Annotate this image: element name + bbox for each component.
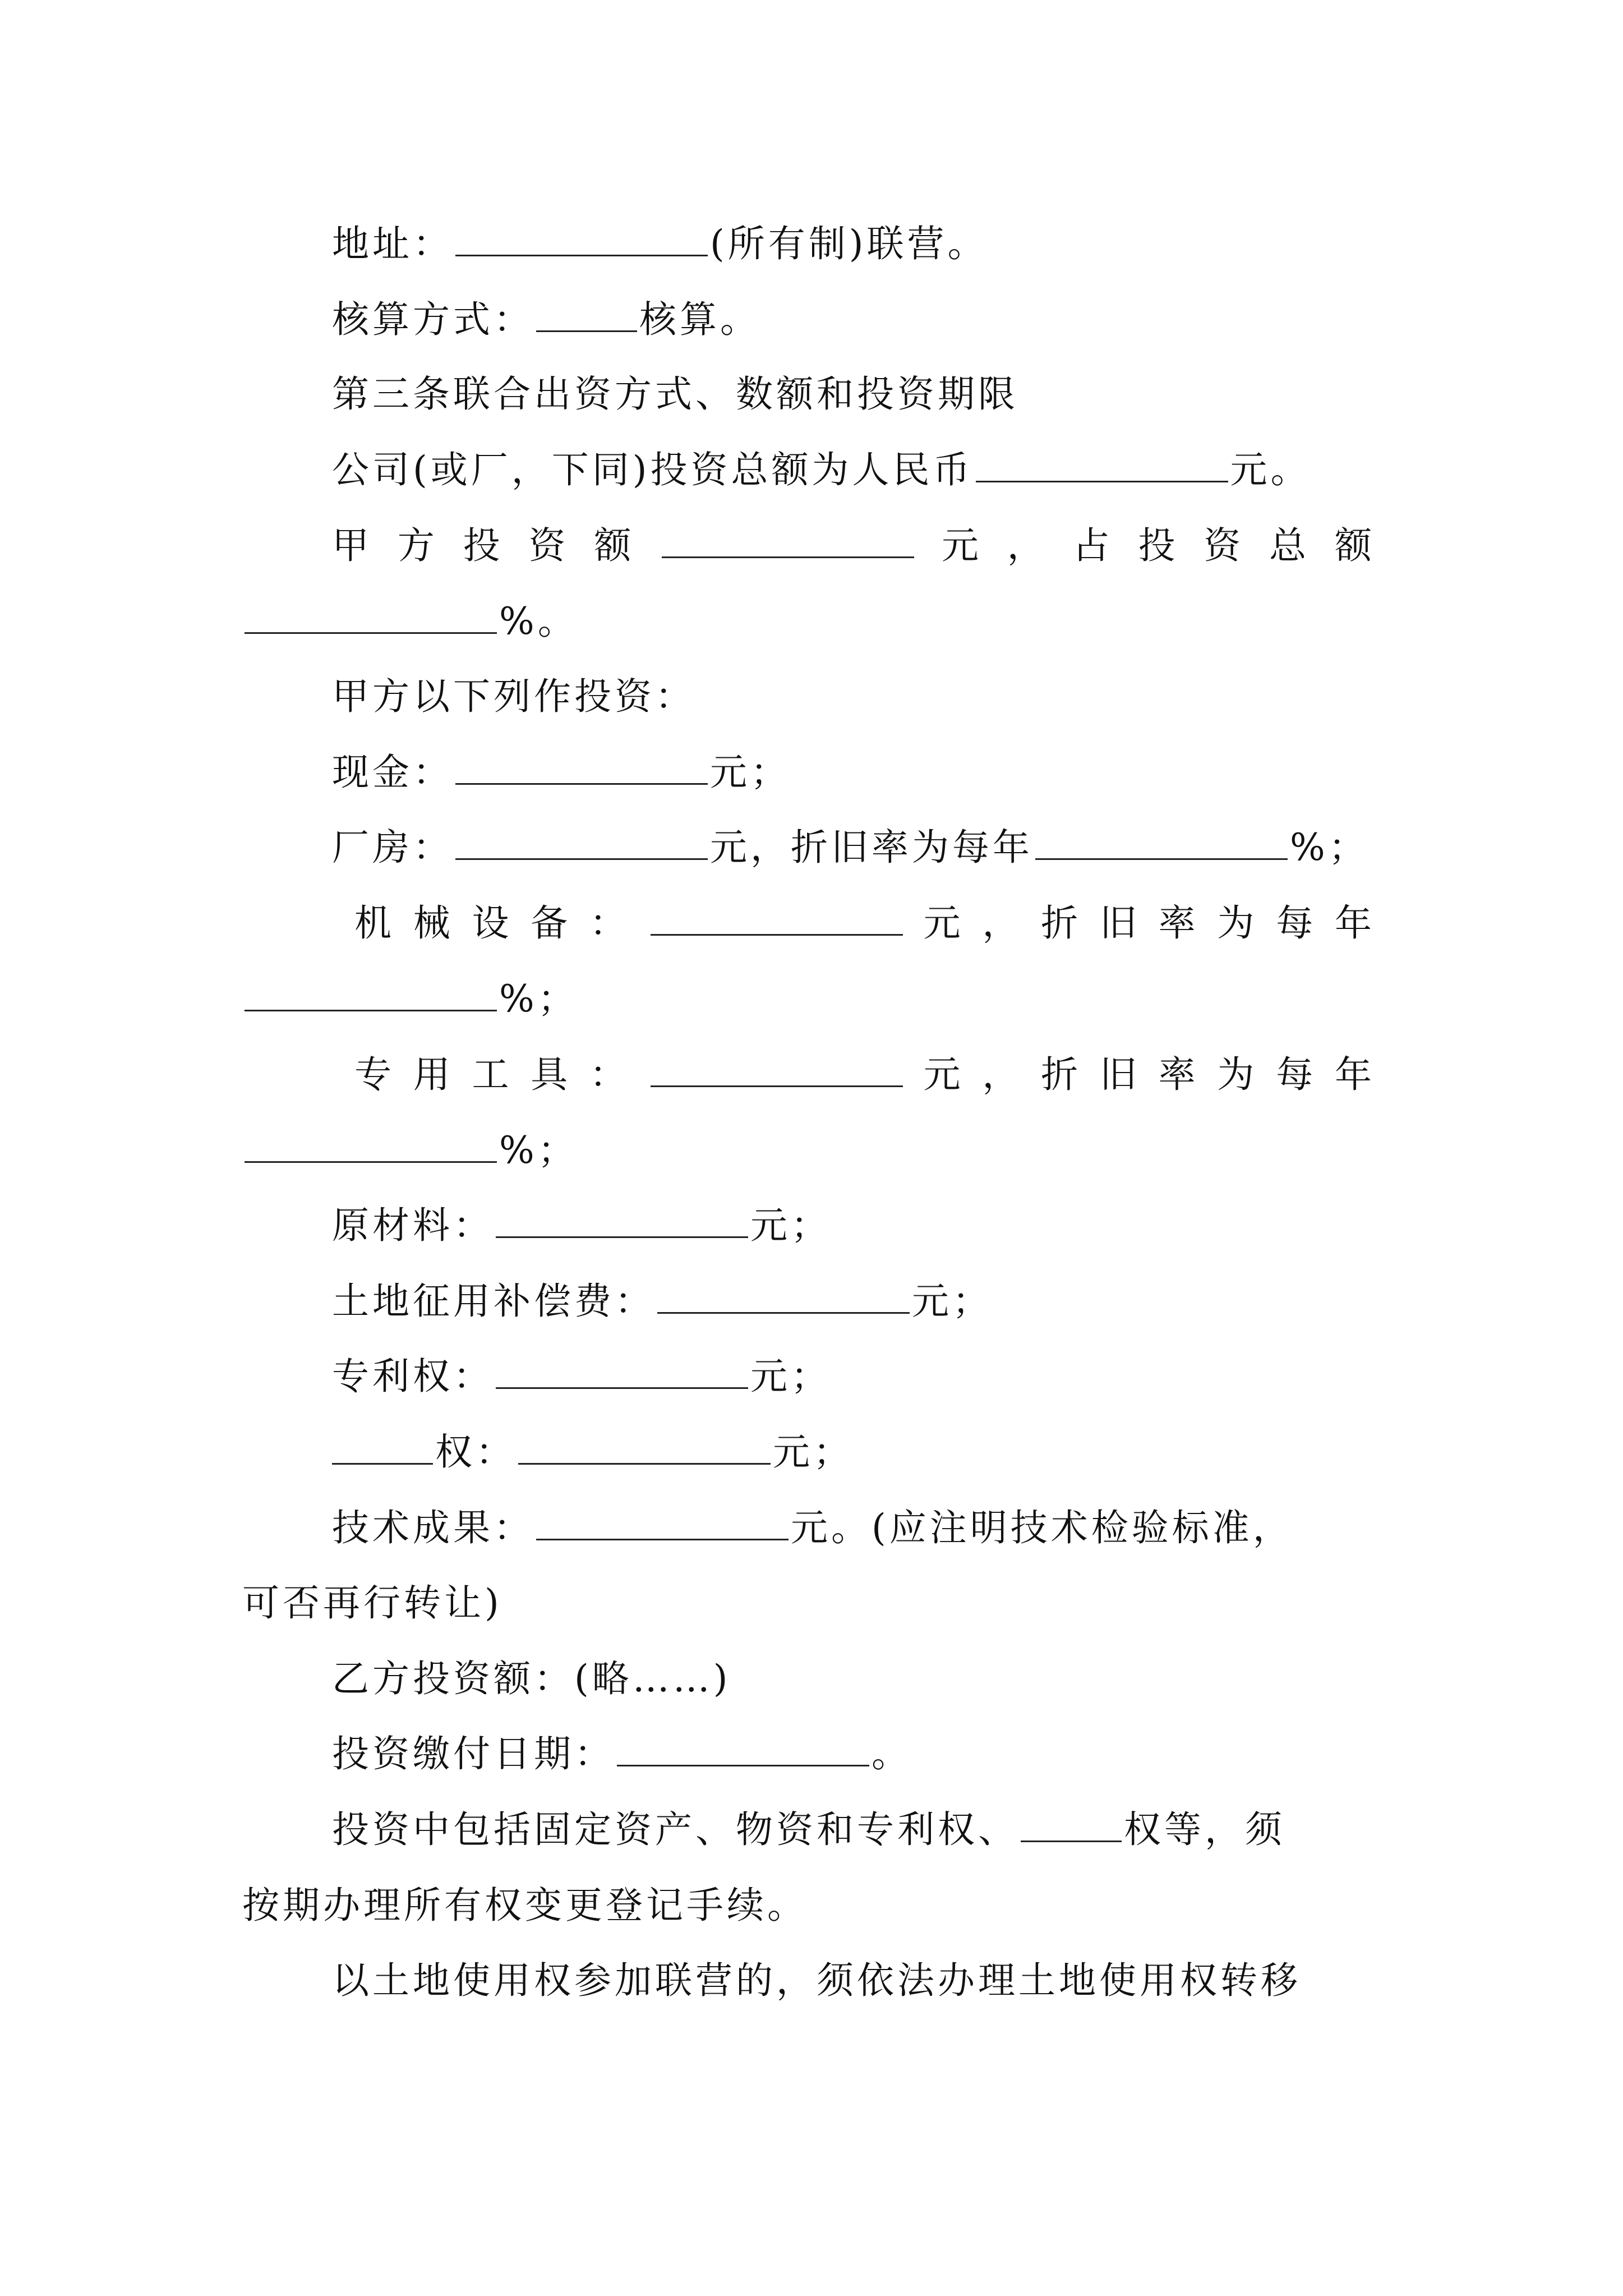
char: 每 (1276, 1053, 1317, 1096)
char: 用 (413, 1053, 454, 1096)
accounting-label: 核算方式： (332, 298, 534, 341)
raw-materials-label: 原材料： (332, 1204, 494, 1247)
cash-line (332, 750, 791, 795)
tech-results-line (332, 1506, 1293, 1550)
plant-mid: 元，折旧率为每年 (710, 826, 1033, 869)
address-suffix: (所有制)联营。 (710, 222, 988, 265)
other-right-suffix: 元； (773, 1430, 854, 1474)
patent-blank[interactable] (496, 1355, 748, 1389)
char: 额 (1334, 524, 1375, 567)
address-blank[interactable] (455, 222, 708, 256)
fixed-assets-text: 投资中包括固定资产、物资和专利权、 (332, 1808, 1018, 1851)
char: ， (982, 901, 1023, 945)
payment-date-blank[interactable] (617, 1732, 869, 1766)
patent-suffix: 元； (750, 1355, 831, 1398)
accounting-line (332, 297, 760, 342)
char: 占 (1072, 524, 1113, 567)
char: 投 (1138, 524, 1179, 567)
char: 折 (1041, 1053, 1082, 1096)
fixed-assets-blank[interactable] (1021, 1808, 1122, 1842)
fixed-assets-suffix: 权等，须 (1124, 1808, 1285, 1851)
right-name-blank[interactable] (332, 1430, 433, 1465)
char: 旧 (1099, 901, 1140, 945)
land-compensation-label: 土地征用补偿费： (332, 1280, 655, 1323)
equipment-amount-blank[interactable] (651, 901, 903, 936)
char: 折 (1041, 901, 1082, 945)
tech-results-blank[interactable] (536, 1506, 789, 1540)
other-right-blank[interactable] (518, 1430, 771, 1465)
char: 年 (1334, 1053, 1375, 1096)
char: 投 (463, 524, 504, 567)
char: 机 (354, 901, 395, 945)
char: 备 (531, 901, 571, 945)
land-use-right-text: 以土地使用权参加联营的，须依法办理土地使用权转移 (332, 1959, 1301, 2002)
party-a-items-text: 甲方以下列作投资： (332, 675, 695, 718)
char: 年 (1334, 901, 1375, 945)
char: 元 (941, 524, 982, 567)
tech-results-continuation (242, 1581, 502, 1626)
char: 总 (1269, 524, 1310, 567)
char: 工 (472, 1053, 513, 1096)
char: 甲 (332, 524, 372, 567)
address-line (332, 222, 988, 266)
party-a-amount-blank[interactable] (662, 524, 914, 558)
tools-rate-suffix: %； (499, 1129, 578, 1172)
tools-amount-blank[interactable] (651, 1053, 903, 1087)
cash-blank[interactable] (455, 751, 708, 785)
accounting-suffix: 核算。 (639, 298, 760, 341)
raw-materials-line (332, 1203, 831, 1248)
patent-label: 专利权： (332, 1355, 494, 1398)
party-a-investment-line (332, 523, 1375, 568)
party-a-percent-blank[interactable] (245, 600, 497, 634)
total-investment-line (332, 448, 1311, 493)
char: 具 (531, 1053, 571, 1096)
char: ， (982, 1053, 1023, 1096)
article-three-heading (332, 372, 1018, 417)
raw-materials-blank[interactable] (496, 1204, 748, 1238)
land-use-right-line (332, 1958, 1301, 2003)
char: 资 (528, 524, 569, 567)
char: ， (1007, 524, 1048, 567)
char: 专 (354, 1053, 395, 1096)
char: 设 (472, 901, 513, 945)
equipment-line (354, 901, 1375, 946)
payment-date-suffix: 。 (872, 1732, 912, 1775)
char: 旧 (1099, 1053, 1140, 1096)
address-label: 地址： (332, 222, 453, 265)
char: 率 (1158, 901, 1199, 945)
plant-amount-blank[interactable] (455, 826, 708, 860)
land-compensation-line (332, 1279, 993, 1324)
char: 每 (1276, 901, 1317, 945)
equipment-rate-suffix: %； (499, 977, 578, 1020)
char: 元 (923, 1053, 964, 1096)
party-a-items-heading (332, 674, 695, 719)
plant-line (332, 825, 1369, 870)
char: 元 (923, 901, 964, 945)
char: ： (589, 901, 630, 945)
char: 率 (1158, 1053, 1199, 1096)
accounting-blank[interactable] (536, 298, 637, 332)
article-three-text: 第三条联合出资方式、数额和投资期限 (332, 372, 1018, 416)
plant-label: 厂房： (332, 826, 453, 869)
payment-date-line (332, 1732, 912, 1777)
other-right-line (332, 1430, 854, 1475)
plant-rate-blank[interactable] (1035, 826, 1288, 860)
char: 为 (1217, 901, 1258, 945)
total-investment-blank[interactable] (976, 448, 1228, 482)
patent-line (332, 1354, 831, 1399)
total-investment-suffix: 元。 (1230, 448, 1311, 491)
party-b-line (332, 1657, 731, 1701)
tools-rate-line (242, 1128, 578, 1173)
char: 资 (1204, 524, 1244, 567)
fixed-assets-continuation-text: 按期办理所有权变更登记手续。 (242, 1884, 808, 1927)
char: 额 (594, 524, 635, 567)
char: 为 (1217, 1053, 1258, 1096)
char: 方 (397, 524, 438, 567)
fixed-assets-continuation (242, 1883, 808, 1928)
land-compensation-blank[interactable] (657, 1280, 910, 1314)
tech-results-continuation-text: 可否再行转让) (242, 1581, 502, 1625)
char: 械 (413, 901, 454, 945)
plant-suffix: %； (1290, 826, 1369, 869)
fixed-assets-line (332, 1807, 1285, 1852)
land-compensation-suffix: 元； (912, 1280, 993, 1323)
equipment-rate-line (242, 977, 578, 1022)
tools-rate-blank[interactable] (245, 1129, 497, 1163)
other-right-label: 权： (435, 1430, 516, 1474)
party-a-percent-suffix: %。 (499, 600, 578, 643)
raw-materials-suffix: 元； (750, 1204, 831, 1247)
party-a-percent-line (242, 599, 578, 644)
tech-results-label: 技术成果： (332, 1506, 534, 1549)
char: ： (589, 1053, 630, 1096)
tech-results-suffix: 元。(应注明技术检验标准， (791, 1506, 1293, 1549)
total-investment-label: 公司(或厂，下同)投资总额为人民币 (332, 448, 974, 491)
equipment-rate-blank[interactable] (245, 977, 497, 1011)
payment-date-label: 投资缴付日期： (332, 1732, 615, 1775)
tools-line (354, 1052, 1375, 1097)
cash-suffix: 元； (710, 751, 791, 794)
cash-label: 现金： (332, 751, 453, 794)
party-b-text: 乙方投资额：(略……) (332, 1657, 731, 1700)
